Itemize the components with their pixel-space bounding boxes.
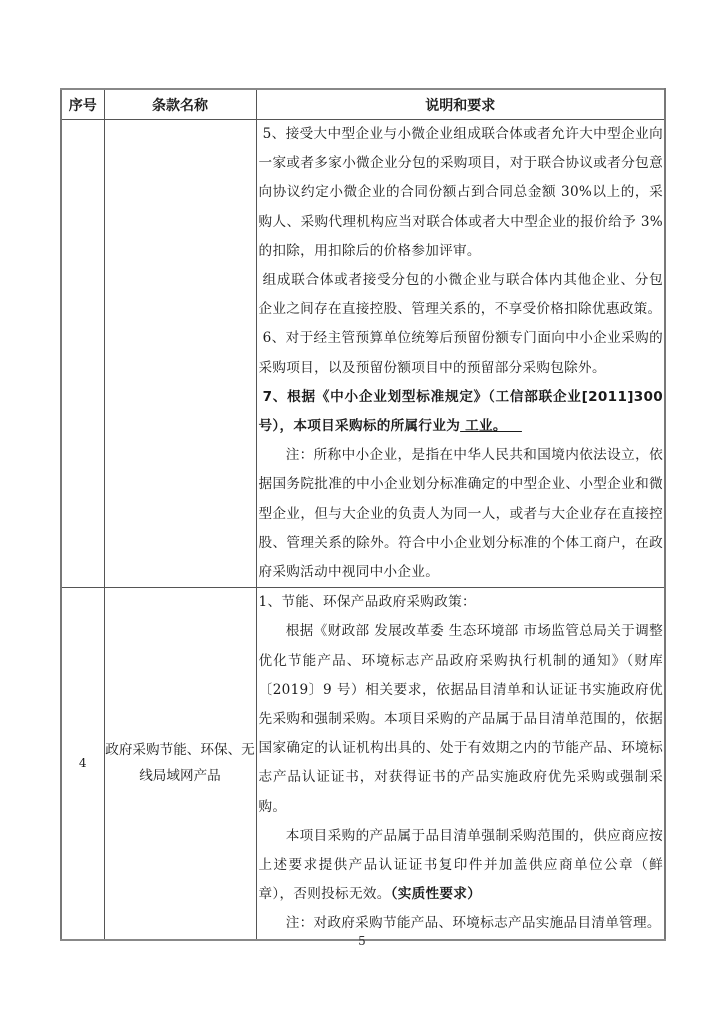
item-7-text: 7、根据《中小企业划型标准规定》（工信部联企业[2011]300号），本项目采购标的所属行业为: [258, 388, 663, 435]
header-clause-name: 条款名称: [104, 89, 256, 120]
paragraph-item-7: [259, 383, 664, 441]
header-serial-number: 序号: [61, 89, 104, 120]
row-clause-name: [104, 120, 256, 588]
page-number: 5: [358, 934, 366, 948]
table-header-row: [61, 89, 665, 120]
row-description: [256, 120, 665, 588]
substantive-requirement-label: （实质性要求）: [390, 886, 482, 903]
row-number: [61, 120, 104, 588]
paragraph-consortium-note: 组成联合体或者接受分包的小微企业与联合体内其他企业、分包企业之间存在直接控股、管理关系的，不享受价格扣除优惠政策。: [258, 272, 663, 318]
table-row: [61, 588, 665, 940]
row-description: [256, 588, 665, 940]
table-row: [61, 120, 665, 588]
industry-value: 工业。: [460, 418, 522, 435]
row-clause-name: 政府采购节能、环保、无线局域网产品: [104, 588, 256, 940]
paragraph-item-6: 6、对于经主管预算单位统筹后预留份额专门面向中小企业采购的采购项目，以及预留份额项目中的预留部分采购包除外。: [258, 330, 663, 376]
paragraph-policy-heading: 1、节能、环保产品政府采购政策：: [258, 594, 476, 611]
header-description: 说明和要求: [256, 89, 665, 120]
paragraph-catalog-note: 注：对政府采购节能产品、环境标志产品实施品目清单管理。: [285, 915, 661, 932]
paragraph-item-5: 5、接受大中型企业与小微企业组成联合体或者允许大中型企业向一家或者多家小微企业分包的采购项目，对于联合协议或者分包意向协议约定小微企业的合同份额占到合同总金额 30%以上的，采购人、采购代理机构应当对联合体或者大中型企业的报价给予 3%的扣除，用扣除后的价格参加评审。: [258, 126, 663, 259]
row-number: 4: [61, 588, 104, 940]
paragraph-sme-note: 注：所称中小企业，是指在中华人民共和国境内依法设立，依据国务院批准的中小企业划分标准确定的中型企业、小型企业和微型企业，但与大企业的负责人为同一人，或者与大企业存在直接控股、管理关系的除外。符合中小企业划分标准的个体工商户，在政府采购活动中视同中小企业。: [258, 447, 663, 581]
requirements-table: [60, 88, 666, 941]
paragraph-mandatory-requirement: 本项目采购的产品属于品目清单强制采购范围的，供应商应按上述要求提供产品认证证书复印件并加盖供应商单位公章（鲜章），否则投标无效。（实质性要求）: [258, 827, 663, 903]
paragraph-policy-basis: 根据《财政部 发展改革委 生态环境部 市场监管总局关于调整优化节能产品、环境标志产品政府采购执行机制的通知》（财库〔2019〕9 号）相关要求，依据品目清单和认证证书实施政府优先采购和强制采购。本项目采购的产品属于品目清单范围的，依据国家确定的认证机构出具的、处于有效期之内的节能产品、环境标志产品认证证书，对获得证书的产品实施政府优先采购或强制采购。: [258, 623, 663, 815]
